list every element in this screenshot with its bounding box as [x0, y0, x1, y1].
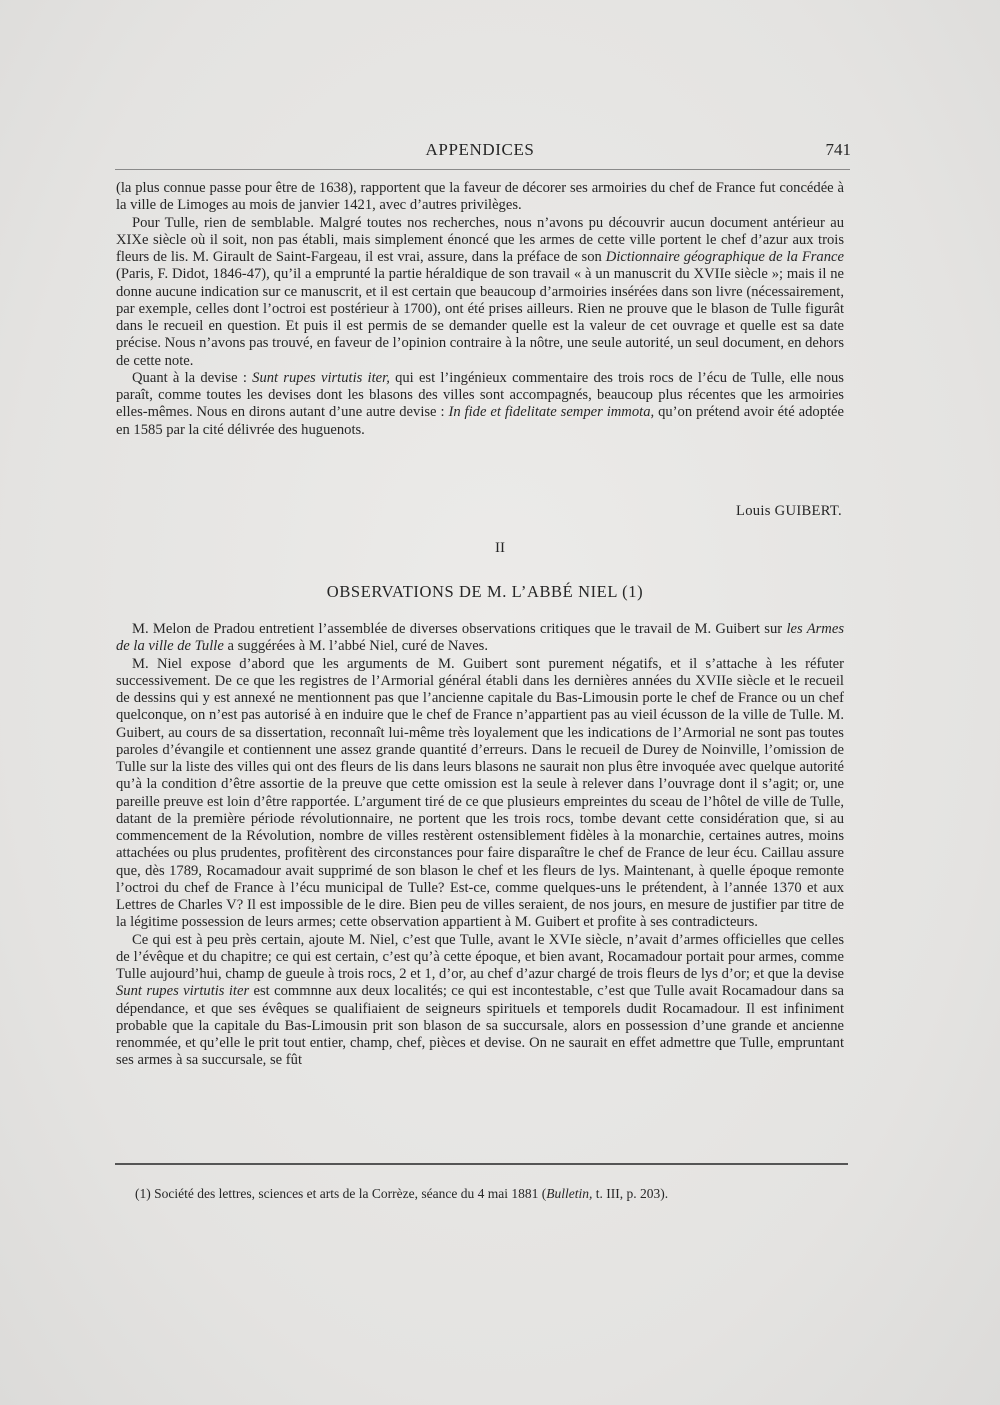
header-rule: [115, 169, 850, 170]
author-signature: Louis GUIBERT.: [735, 503, 842, 519]
paragraph-text: (la plus connue passe pour être de 1638), rapportent que la faveur de décorer ses armoiries du chef de France fut concédée à la ville de Limoges au mois de janvier 1421, avec d’autres privilèges.: [116, 180, 844, 214]
italic-motto: Sunt rupes virtutis iter,: [252, 369, 390, 386]
footnote-text: (1) Société des lettres, sciences et arts de la Corrèze, séance du 4 mai 1881 (: [135, 1186, 547, 1201]
paragraph-text: M. Niel expose d’abord que les arguments de M. Guibert sont purement négatifs, et il s’attache à les réfuter successivement. De ce que les registres de l’Armorial général établi dans les dernières années du XVIIe siècle et le recueil de dessins qui y est annexé ne mentionnent pas que l’ancienne capitale du Bas-Limousin porte le chef de France ou un chef quelconque, on n’est pas autorisé à en induire que le chef de France n’appartient pas au vieil écusson de la ville de Tulle. M. Guibert, au cours de sa dissertation, reconnaît lui-même très loyalement que les indications de l’Armorial ne sont pas toutes paroles d’évangile et contiennent une assez grande quantité d’erreurs. Dans le recueil de Durey de Noinville, l’omission de Tulle sur la liste des villes qui ont des fleurs de lis dans leurs blasons ne saurait non plus être invoquée avec quelque autorité qu’à la condition d’être assortie de la preuve que cette omission est la seule à relever dans l’ouvrage dont il s’agit; or, une pareille preuve est loin d’être rapportée. L’argument tiré de ce que plusieurs empreintes du sceau de l’hôtel de ville de Tulle, datant de la première période révolutionnaire, ne portent que les trois rocs, tombe devant cette considération que, si au commencement de la Révolution, nombre de villes restèrent ostensiblement fidèles à la monarchie, certaines autres, moins attachées ou plus prudentes, profitèrent des circonstances pour faire disparaître le chef de France de leur écu. Caillau assure que, dès 1789, Rocamadour avait supprimé de son blason le chef et les fleurs de lys. Maintenant, à quelle époque remonte l’octroi du chef de France à l’écu municipal de Tulle? Est-ce, comme quelques-uns le prétendent, à l’année 1370 et aux Lettres de Charles V? Il est impossible de le dire. Bien peu de villes seraient, de nos jours, en mesure de justifier par titre de la légitime possession de leurs armes; cette observation appartient à M. Guibert et profite à ses contradicteurs.: [116, 655, 844, 931]
paragraph-text: M. Melon de Pradou entretient l’assemblée de diverses observations critiques que le travail de M. Guibert sur: [132, 621, 787, 637]
paragraph: [116, 215, 844, 370]
italic-title: Dictionnaire géographique de la France: [605, 249, 844, 265]
italic-title: Bulletin,: [546, 1186, 593, 1201]
paragraph-text: Quant à la devise :: [132, 369, 253, 386]
section-number: II: [495, 540, 505, 556]
italic-motto: Sunt rupes virtutis iter: [116, 983, 250, 1000]
paragraph-text: est commnne aux deux localités; ce qui est incontestable, c’est que Tulle avait Rocamadour dans sa dépendance, et que ses évêques se qualifiaient de seigneurs spirituels et temporels dudit Rocamadour. Il est infiniment probable que la capitale du Bas-Limousin prit son blason de sa succursale, alors en possession d’une grande et ancienne renommée, et qu’elle le prit tout entier, champ, chef, pièces et devise. On ne saurait en effet admettre que Tulle, empruntant ses armes à sa succursale, se fût: [116, 983, 844, 1069]
paragraph: [116, 932, 844, 1070]
paragraph-text: (Paris, F. Didot, 1846-47), qu’il a emprunté la partie héraldique de son travail « à un manuscrit du XVIIe siècle »; mais il ne donne aucune indication sur ce manuscrit, et il est certain que beaucoup d’armoiries insérées dans son livre (nécessairement, par exemple, celles dont l’octroi est postérieur à 1700), ont été prises ailleurs. Rien ne prouve que le blason de Tulle figurât dans le recueil en question. Et puis il est permis de se demander quelle est la valeur de cet ouvrage et quelle est sa date précise. Nous n’avons pas trouvé, en faveur de l’opinion contraire à la nôtre, une seule autorité, un seul document, en dehors de cette note.: [116, 266, 844, 369]
paragraph: [116, 656, 844, 932]
footnote-text: t. III, p. 203).: [592, 1186, 669, 1201]
appendix-text-part2: [116, 621, 844, 1070]
paragraph: [116, 370, 844, 439]
italic-title: les Armes de la ville de Tulle: [116, 621, 845, 655]
italic-motto: In fide et fidelitate semper immota,: [448, 404, 655, 421]
paragraph-text: Ce qui est à peu près certain, ajoute M. Niel, c’est que Tulle, avant le XVIe siècle, n’avait d’armes officielles que celles de l’évêque et du chapitre; ce qui est certain, c’est qu’à cette époque, et bien avant, Rocamadour portait pour armes, comme Tulle aujourd’hui, champ de gueule à trois rocs, 2 et 1, d’or, au chef d’azur chargé de trois fleurs de lys d’or; et que la devise: [116, 931, 844, 982]
paragraph: [116, 180, 844, 215]
running-head: [115, 138, 851, 162]
footnote-rule: [115, 1163, 848, 1165]
paragraph: [116, 621, 844, 656]
paragraph-text: qu’on prétend avoir été adoptée en 1585 par la cité délivrée des huguenots.: [116, 404, 845, 438]
page-number: 741: [825, 140, 851, 159]
paragraph-text: Pour Tulle, rien de semblable. Malgré toutes nos recherches, nous n’avons pu découvrir aucun document antérieur au XIXe siècle où il soit, non pas établi, mais simplement énoncé que les armes de cette ville portent le chef d’azur aux trois fleurs de lis. M. Girault de Saint-Fargeau, il est vrai, assure, dans la préface de son: [116, 214, 844, 265]
footnote: [135, 1186, 855, 1202]
running-title: APPENDICES: [425, 140, 535, 159]
paragraph-text: a suggérées à M. l’abbé Niel, curé de Naves.: [223, 638, 489, 655]
paragraph-text: qui est l’ingénieux commentaire des trois rocs de l’écu de Tulle, elle nous paraît, comme toutes les devises dont les blasons des villes sont accompagnés, beaucoup plus récentes que les armoiries elles-mêmes. Nous en dirons autant d’une autre devise :: [116, 369, 844, 421]
appendix-text-part1: [116, 180, 844, 439]
section-title: OBSERVATIONS DE M. L’ABBÉ NIEL (1): [326, 582, 644, 601]
